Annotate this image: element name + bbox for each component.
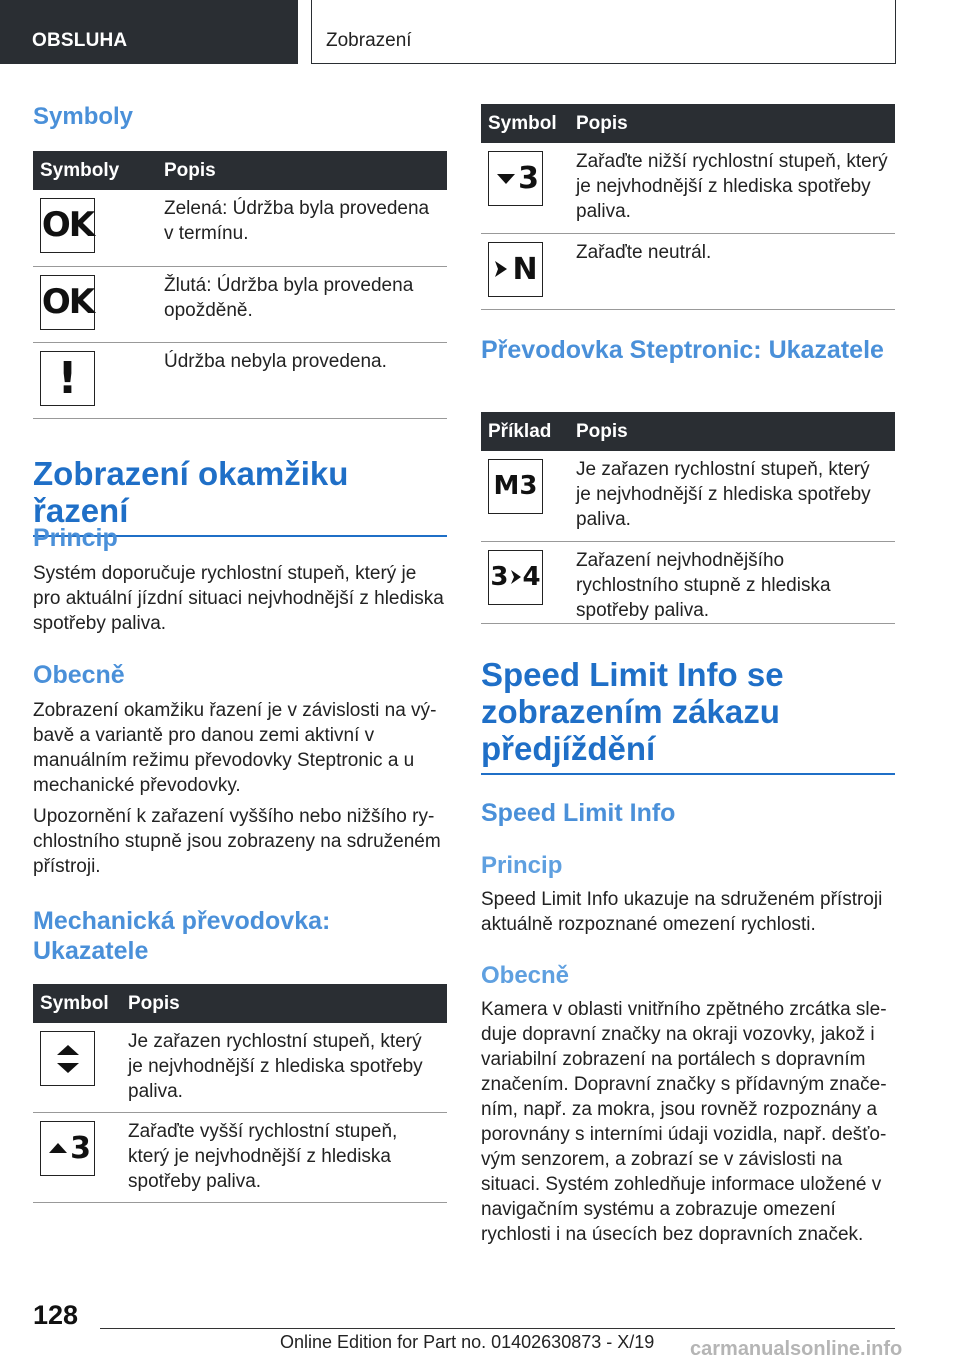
page-number: 128	[33, 1300, 79, 1330]
table-row	[33, 190, 447, 266]
table-header: Popis	[121, 984, 447, 1023]
icon-gear-to: 4	[522, 561, 541, 592]
row-desc: Zařaďte vyšší rychlostní stupeň, který je nejvhodnější z hlediska spotřeby paliva.	[121, 1112, 447, 1202]
table-row	[481, 541, 895, 623]
table-row	[481, 233, 895, 309]
table-header: Symboly	[33, 151, 157, 190]
table-header: Příklad	[481, 412, 569, 451]
ok-green-icon: OK	[40, 198, 95, 253]
icon-neutral-letter: N	[512, 251, 538, 287]
steptronic-title: Převodovka Steptronic: Ukazatele	[481, 336, 884, 364]
symbols-title: Symboly	[33, 103, 134, 130]
principle-title: Princip	[33, 524, 118, 552]
neutral-n-icon	[488, 242, 543, 297]
up-down-arrows-icon	[40, 1031, 95, 1086]
table-row	[33, 342, 447, 418]
general-title: Obecně	[33, 661, 125, 689]
footer-edition: Online Edition for Part no. 01402630873 - X/19	[280, 1332, 655, 1352]
shift-section-title: Zobrazení okamžiku řazení	[33, 455, 447, 537]
principle-text: Systém doporučuje rychlostní stupeň, který je pro aktuální jízdní situaci nejvhodnější z hlediska spotřeby paliva.	[33, 563, 444, 634]
row-desc: Zařaďte nižší rychlostní stupeň, který je nejvhodnější z hlediska spotřeby paliva.	[569, 143, 895, 233]
shift-down-table	[481, 104, 895, 310]
icon-gear-number: 3	[70, 1130, 91, 1166]
header-chapter: Zobrazení	[326, 30, 412, 51]
table-header: Symbol	[481, 104, 569, 143]
icon-gear-from: 3	[490, 561, 509, 592]
table-header: Symbol	[33, 984, 121, 1023]
speed-principle-text: Speed Limit Info ukazuje na sdruženém přístroji aktuálně rozpoznané omezení rychlosti.	[481, 889, 883, 935]
m3-icon: M3	[488, 459, 543, 514]
watermark: carmanualsonline.info	[690, 1338, 903, 1360]
table-row	[481, 143, 895, 233]
shift-up-3-icon	[40, 1121, 95, 1176]
speed-sub-title: Speed Limit Info	[481, 799, 676, 827]
table-header: Popis	[569, 104, 895, 143]
3-to-4-icon	[488, 550, 543, 605]
symbols-table	[33, 151, 447, 419]
header-section-tab	[0, 0, 298, 64]
table-row	[33, 266, 447, 342]
general-text-1: Zobrazení okamžiku řazení je v závislosti na výbavě a variantě pro danou zemi aktivní v manuálním režimu převodovky Steptronic a u mechanické převodovky.	[33, 700, 437, 796]
ok-yellow-icon: OK	[40, 275, 95, 330]
row-desc: Údržba nebyla provedena.	[157, 342, 447, 418]
header-chapter-tab	[311, 0, 896, 64]
speed-principle-title: Princip	[481, 852, 563, 879]
shift-down-3-icon	[488, 151, 543, 206]
table-row	[33, 1023, 447, 1112]
table-header: Popis	[157, 151, 447, 190]
speed-general-title: Obecně	[481, 962, 570, 989]
row-desc: Zařazení nejvhodnějšího rychlostního stupně z hlediska spotřeby paliva.	[569, 541, 895, 623]
table-row	[33, 1112, 447, 1202]
steptronic-table	[481, 412, 895, 624]
general-text-2: Upozornění k zařazení vyššího nebo nižšího rychlostního stupně jsou zobrazeny na sdruženém přístroji.	[33, 806, 441, 877]
manual-table	[33, 984, 447, 1203]
header-section: OBSLUHA	[32, 30, 128, 51]
row-desc: Je zařazen rychlostní stupeň, který je nejvhodnější z hlediska spotřeby paliva.	[569, 451, 895, 541]
table-header: Popis	[569, 412, 895, 451]
row-desc: Je zařazen rychlostní stupeň, který je nejvhodnější z hlediska spotřeby paliva.	[121, 1023, 447, 1112]
row-desc: Zařaďte neutrál.	[569, 233, 895, 309]
table-row	[481, 451, 895, 541]
speed-section-title: Speed Limit Info se zobrazením zákazu předjíždění	[481, 656, 895, 775]
exclamation-icon: !	[40, 351, 95, 406]
footer-divider	[100, 1328, 895, 1329]
speed-general-text: Kamera v oblasti vnitřního zpětného zrcátka sleduje dopravní značky na okraji vozovky, jakož i variabilní zobrazení na portálech s dopravním značením. Dopravní značky s přídavným značením, např. za mokra, jsou rovněž rozpoznány a porovnány s interními údaji vozidla, např. dešťovým senzorem, a zobrazí se v závislosti na situaci. Systém zohledňuje informace uložené v navigačním systému a zobrazuje omezení rychlosti i na úsecích bez dopravních značek.	[481, 999, 887, 1245]
row-desc: Žlutá: Údržba byla provedena opožděně.	[157, 266, 447, 342]
manual-title: Mechanická převodovka: Ukazatele	[33, 907, 331, 965]
row-desc: Zelená: Údržba byla provedena v termínu.	[157, 190, 447, 266]
icon-gear-number: 3	[518, 161, 539, 196]
